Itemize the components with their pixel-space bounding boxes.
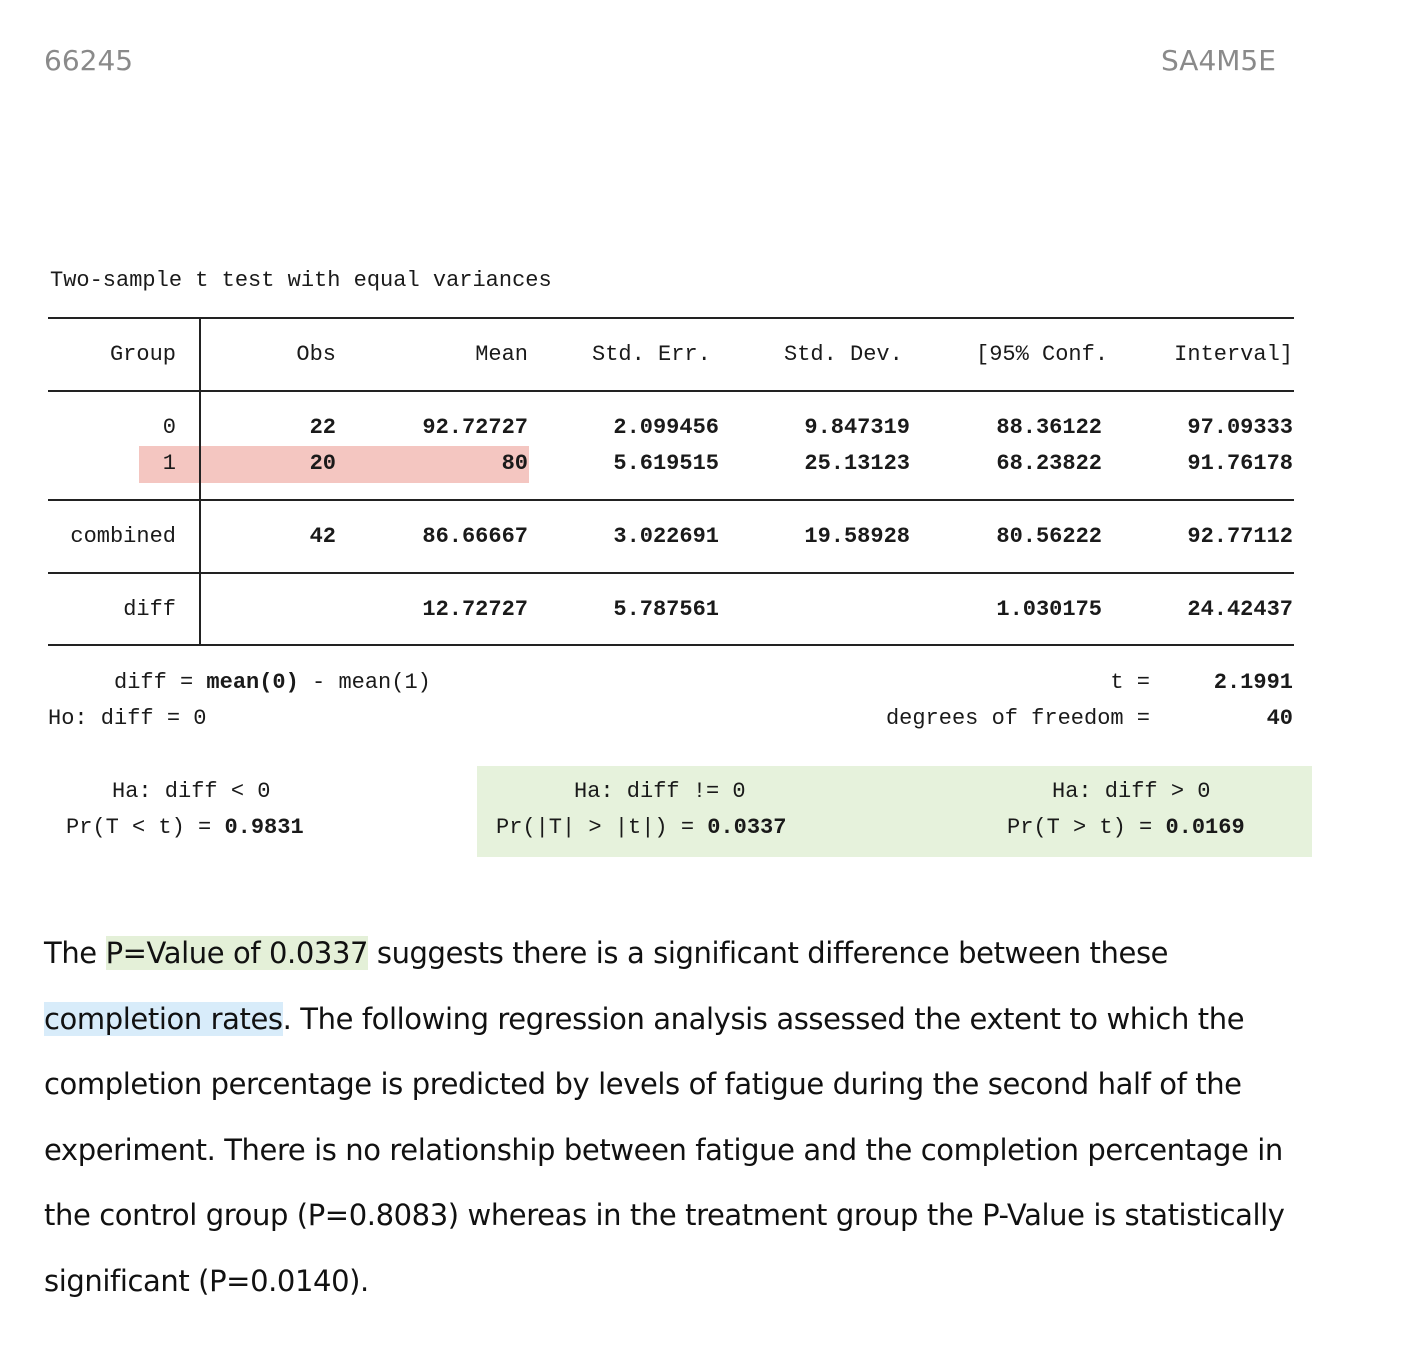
cell-std-err: 5.787561: [613, 597, 719, 622]
col-header-obs: Obs: [296, 342, 336, 367]
col-header-conf-hi: Interval]: [1174, 342, 1293, 367]
cell-std-dev: 9.847319: [804, 415, 910, 440]
ha-greater: Ha: diff > 0: [1052, 779, 1211, 804]
cell-std-err: 3.022691: [613, 524, 719, 549]
body-paragraph: [44, 921, 1334, 1314]
highlight-p-value: P=Value of 0.0337: [105, 936, 369, 970]
ha-less: Ha: diff < 0: [112, 779, 271, 804]
cell-mean: 12.72727: [422, 597, 528, 622]
cell-group: 0: [162, 415, 176, 440]
cell-conf-lo: 68.23822: [996, 451, 1102, 476]
cell-std-dev: 19.58928: [804, 524, 910, 549]
cell-std-dev: 25.13123: [804, 451, 910, 476]
cell-conf-hi: 92.77112: [1187, 524, 1293, 549]
pr-greater-label: Pr(T > t) =: [1007, 815, 1166, 840]
col-header-mean: Mean: [475, 342, 528, 367]
cell-mean: 92.72727: [422, 415, 528, 440]
document-id-left: 66245: [44, 44, 134, 77]
null-hypothesis: Ho: diff = 0: [48, 706, 207, 731]
diff-def-label: diff =: [114, 670, 207, 695]
t-label: t =: [1110, 670, 1150, 695]
cell-obs: 20: [309, 451, 336, 476]
pr-less-label: Pr(T < t) =: [66, 815, 225, 840]
cell-group: diff: [123, 597, 176, 622]
cell-conf-lo: 88.36122: [996, 415, 1102, 440]
cell-group: 1: [162, 451, 176, 476]
diff-def-minus: -: [298, 670, 339, 695]
df-value: 40: [1266, 706, 1293, 731]
cell-group: combined: [70, 524, 176, 549]
diff-def-mean1: mean(1): [338, 670, 431, 695]
para-text: suggests there is a significant difference between these: [368, 936, 1169, 970]
cell-conf-lo: 1.030175: [996, 597, 1102, 622]
cell-conf-hi: 91.76178: [1187, 451, 1293, 476]
cell-conf-hi: 24.42437: [1187, 597, 1293, 622]
ha-not-equal: Ha: diff != 0: [574, 779, 746, 804]
cell-conf-lo: 80.56222: [996, 524, 1102, 549]
table-rule-combined: [48, 572, 1294, 574]
diff-definition: [114, 670, 431, 696]
document-id-right: SA4M5E: [1161, 44, 1276, 77]
col-header-std-err: Std. Err.: [592, 342, 711, 367]
table-rule-top: [48, 317, 1294, 319]
pr-less: [66, 815, 304, 841]
table-rule-bottom: [48, 644, 1294, 646]
para-text: The: [44, 936, 106, 970]
col-header-conf-lo: [95% Conf.: [976, 342, 1109, 367]
pr-greater-value: 0.0169: [1165, 815, 1245, 840]
table-rule-header: [48, 390, 1294, 392]
highlight-completion-rates: completion rates: [44, 1001, 283, 1036]
table-rule-vertical: [199, 317, 201, 646]
table-rule-groups: [48, 499, 1294, 501]
cell-conf-hi: 97.09333: [1187, 415, 1293, 440]
pr-not-equal: [496, 815, 786, 841]
df-label: degrees of freedom =: [885, 706, 1150, 731]
cell-mean: 80: [501, 451, 528, 476]
col-header-std-dev: Std. Dev.: [784, 342, 903, 367]
para-text: . The following regression analysis assessed the extent to which the completion percentage is predicted by levels of fatigue during the second half of the experiment. There is no relationship between fatigue and the completion percentage in the control group (P=0.8083) whereas in the treatment group the P-Value is statistically significant (P=0.0140).: [44, 1001, 1285, 1298]
t-value: 2.1991: [1213, 670, 1293, 695]
stata-title: Two-sample t test with equal variances: [50, 268, 552, 293]
diff-def-mean0: mean(0): [206, 670, 299, 695]
col-header-group: Group: [109, 342, 176, 367]
cell-obs: 42: [309, 524, 336, 549]
pr-greater: [1007, 815, 1245, 841]
cell-std-err: 5.619515: [613, 451, 719, 476]
pr-not-equal-value: 0.0337: [707, 815, 787, 840]
pr-not-equal-label: Pr(|T| > |t|) =: [496, 815, 708, 840]
cell-obs: 22: [309, 415, 336, 440]
cell-mean: 86.66667: [422, 524, 528, 549]
pr-less-value: 0.9831: [224, 815, 304, 840]
cell-std-err: 2.099456: [613, 415, 719, 440]
